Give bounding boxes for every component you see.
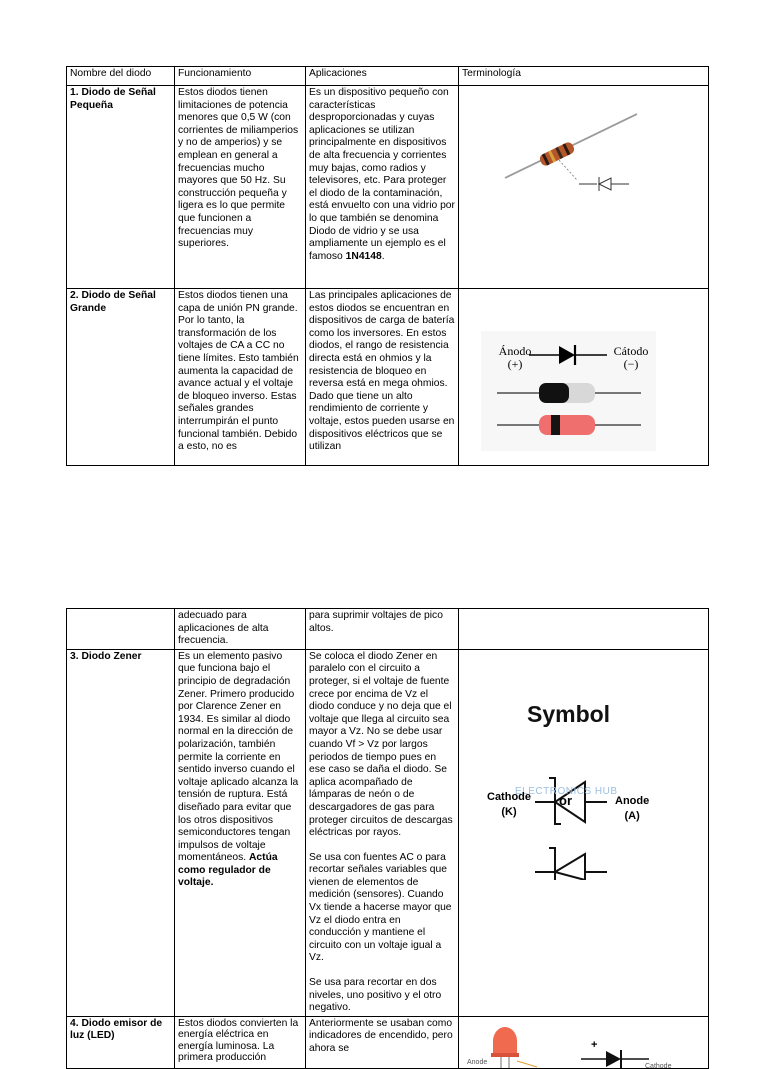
table-header-row	[67, 67, 709, 86]
applications-text: Es un dispositivo pequeño con características desproporcionadas y cuyas aplicaciones se utilizan principalmente en dispositivos de alta frecuencia y corrientes muy bajas, como radios y televisores, etc. Para proteger el diodo de la contaminación, está envuelto con una vidrio por lo que también se denomina Diodo de vidrio y se usa ampliamente un ejemplo es el famoso	[309, 87, 455, 262]
diode-function: adecuado para aplicaciones de alta frecuencia.	[175, 609, 306, 650]
terminology-image-cell	[459, 649, 709, 1016]
cathode-label	[609, 345, 653, 371]
anode-text: Anode	[615, 794, 650, 807]
header-cell: Nombre del diodo	[67, 67, 175, 86]
empty-cell	[67, 609, 175, 650]
function-text: Estos diodos tienen una capa de unión PN grande. Por lo tanto, la transformación de los voltajes de CA a CC no tiene límites. Esto también aumenta la capacidad de avance actual y el voltaje de bloqueo inverso. Estas señales grandes interrumpirán el punto funcional también. Debido a esto, no es	[178, 290, 299, 453]
anode-text: Ánodo	[498, 344, 532, 358]
diode-name: 4. Diodo emisor de luz (LED)	[67, 1016, 175, 1068]
cathode-label	[487, 790, 531, 820]
header-cell: Aplicaciones	[306, 67, 459, 86]
led-anode-label: Anode	[467, 1058, 488, 1066]
diode-applications	[306, 86, 459, 289]
diode-table-2	[66, 608, 709, 1069]
small-signal-diode-image	[499, 108, 644, 196]
anode-a: (A)	[624, 809, 640, 822]
cathode-text: Cátodo	[613, 344, 649, 358]
applications-paragraph: Se usa para recortar en dos niveles, uno positivo y el otro negativo.	[309, 977, 442, 1014]
applications-end: .	[381, 250, 385, 262]
diode-function	[175, 1016, 306, 1068]
anode-label	[493, 345, 537, 371]
cathode-k: (K)	[501, 805, 517, 818]
diode-name: 2. Diodo de Señal Grande	[67, 289, 175, 466]
applications-text: Las principales aplicaciones de estos diodos se encuentran en dispositivos de carga de batería como los inversores. En estos diodos, el rango de resistencia directa está en ohmios y la resistencia de bloqueo en reversa está en mega ohmios. Dado que tiene un alto rendimiento de corriente y voltaje, estos pueden usarse en dispositivos eléctricos que se utilizan	[309, 290, 455, 453]
diode-name: 3. Diodo Zener	[67, 649, 175, 1016]
part-number: 1N4148	[345, 250, 382, 262]
function-text: Estos diodos convierten la energía eléctrica en energía luminosa. La primera producción	[178, 1017, 299, 1064]
table-row	[67, 649, 709, 1016]
function-text: Es un elemento pasivo que funciona bajo el principio de degradación Zener. Primero producido por Clarence Zener en 1934. Es similar al diodo normal en la dirección de polarización, también permite la corriente en sentido inverso cuando el voltaje aplicado alcanza la tensión de ruptura. Está diseñado para evitar que los otros dispositivos semiconductores tengan impulsos de voltaje momentáneos.	[178, 650, 299, 864]
diode-applications	[306, 1016, 459, 1068]
function-bold-text: Actúa como regulador de voltaje.	[178, 852, 278, 889]
table-row	[67, 609, 709, 650]
led-plus-sign: +	[591, 1038, 598, 1051]
table-row	[67, 289, 709, 466]
header-cell: Terminología	[459, 67, 709, 86]
diode-applications	[306, 649, 459, 1016]
empty-cell	[459, 609, 709, 650]
anode-label	[615, 794, 649, 824]
table-row	[67, 86, 709, 289]
diode-function: Estos diodos tienen limitaciones de potencia menores que 0,5 W (con corrientes de miliamperios y no de amperios) y se emplean en general a frecuencias mucho mayores que 50 Hz. Su construcción pequeña y ligera es lo que permite que funcionen a frecuencias muy superiores.	[175, 86, 306, 289]
header-cell: Funcionamiento	[175, 67, 306, 86]
diode-function	[175, 649, 306, 1016]
terminology-image-cell	[459, 289, 709, 466]
diode-table-1	[66, 66, 709, 466]
led-cathode-label: Cathode	[645, 1062, 672, 1069]
diode-name: 1. Diodo de Señal Pequeña	[67, 86, 175, 289]
zener-watermark: ELECTRONICS HUB	[515, 785, 618, 797]
table-row	[67, 1016, 709, 1068]
cathode-text: Cathode	[487, 790, 531, 803]
zener-symbol-title: Symbol	[527, 700, 611, 727]
terminology-image-cell	[459, 1016, 709, 1068]
terminology-image-cell	[459, 86, 709, 289]
applications-paragraph: Se coloca el diodo Zener en paralelo con el circuito a proteger, si el voltaje de fuente crece por encima de Vz el diodo conduce y no deja que el voltaje que llega al circuito sea mayor a Vz. No se debe usar cuando Vf > Vz por largos periodos de tiempo pues en ese caso se daña el diodo. Se aplica acompañado de lámparas de neón o de descargadores de gas para proteger circuitos de descargas eléctricas por rayos.	[309, 650, 453, 839]
diode-function	[175, 289, 306, 466]
diode-applications	[306, 289, 459, 466]
applications-text: Anteriormente se usaban como indicadores de encendido, pero ahora se	[309, 1017, 453, 1054]
diode-applications: para suprimir voltajes de pico altos.	[306, 609, 459, 650]
anode-sign: (+)	[507, 357, 523, 371]
cathode-sign: (−)	[623, 357, 639, 371]
or-label: or	[559, 792, 572, 808]
applications-paragraph: Se usa con fuentes AC o para recortar señales variables que vienen de elementos de medición (sensores). Cuando Vx tiende a hacerse mayor que Vz el diodo entra en conducción y mantiene el circuito con un voltaje igual a Vz.	[309, 851, 452, 964]
